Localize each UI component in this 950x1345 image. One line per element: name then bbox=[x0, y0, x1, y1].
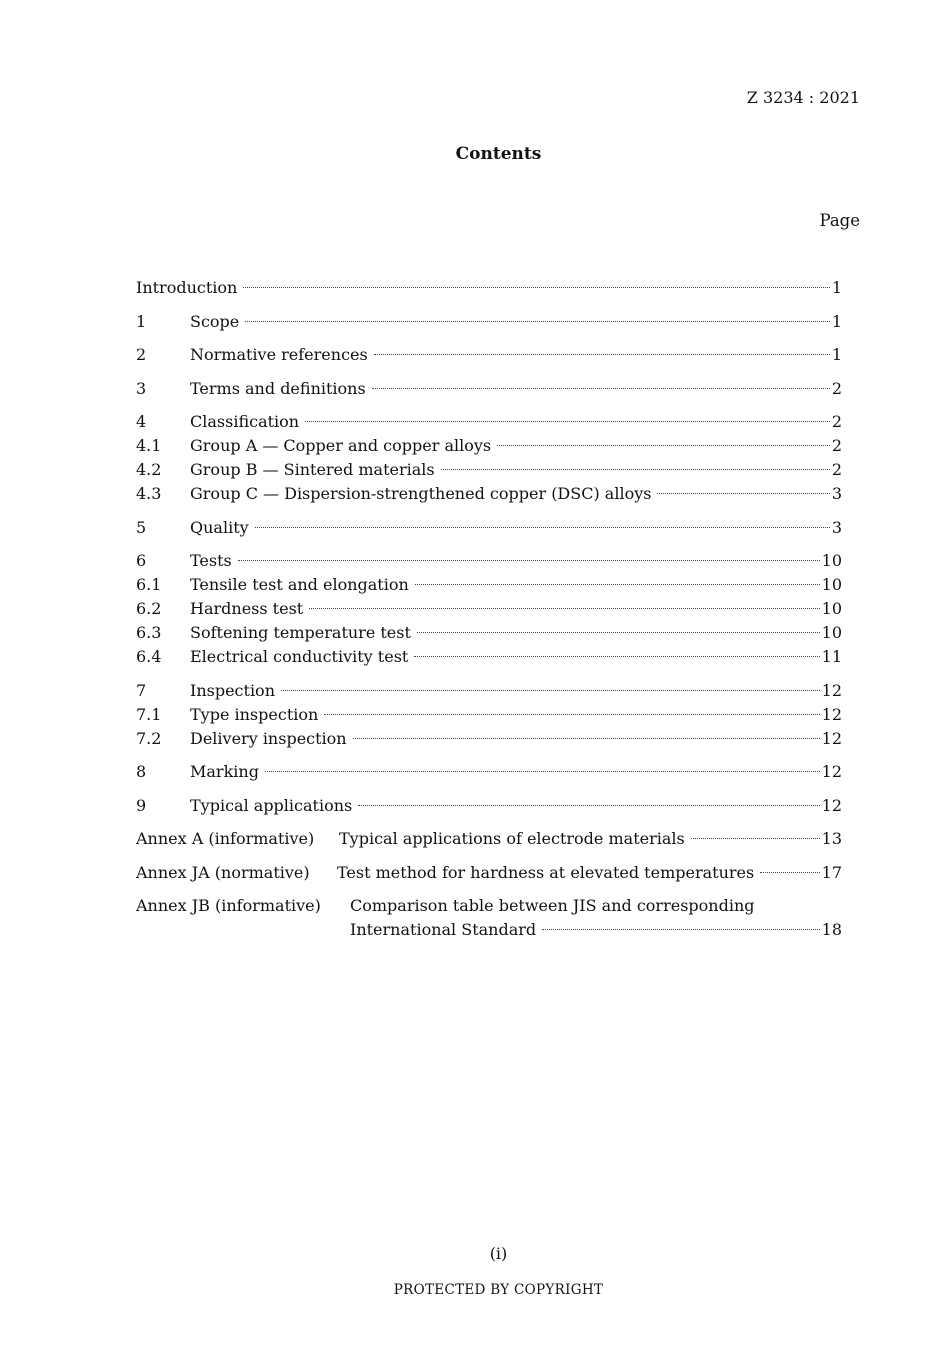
standard-number: Z 3234 : 2021 bbox=[746, 88, 860, 107]
toc-entry[interactable] bbox=[136, 549, 842, 573]
toc-entry-page: 13 bbox=[821, 829, 842, 848]
toc-entry-page: 3 bbox=[831, 517, 842, 537]
page-column-label: Page bbox=[819, 211, 860, 230]
table-of-contents bbox=[136, 276, 842, 942]
dot-leader bbox=[542, 929, 819, 930]
toc-entry-page: 10 bbox=[821, 599, 842, 618]
annex-label: Annex JA (normative) bbox=[136, 862, 310, 882]
dot-leader bbox=[760, 872, 819, 873]
toc-annex-a[interactable] bbox=[136, 827, 842, 851]
toc-entry-number: 2 bbox=[136, 345, 147, 364]
toc-entry[interactable] bbox=[136, 343, 842, 367]
toc-entry-label: Softening temperature test bbox=[190, 623, 411, 642]
dot-leader bbox=[281, 690, 820, 691]
toc-entry-number: 9 bbox=[136, 795, 147, 815]
toc-entry-introduction[interactable] bbox=[136, 276, 842, 300]
toc-entry-number: 6.4 bbox=[136, 647, 162, 666]
toc-entry-label: Quality bbox=[190, 517, 249, 537]
dot-leader bbox=[309, 608, 819, 609]
toc-entry-page: 3 bbox=[831, 484, 842, 503]
toc-entry[interactable] bbox=[136, 645, 842, 669]
toc-entry-number: 4.1 bbox=[136, 436, 162, 455]
toc-entry-page: 2 bbox=[831, 460, 842, 479]
toc-entry-page: 2 bbox=[831, 378, 842, 398]
toc-entry-page: 1 bbox=[831, 311, 842, 331]
dot-leader bbox=[415, 584, 820, 585]
dot-leader bbox=[353, 738, 820, 739]
toc-entry-label: Terms and definitions bbox=[190, 378, 366, 398]
toc-entry-page: 1 bbox=[831, 345, 842, 364]
annex-title-line1: Comparison table between JIS and corresponding bbox=[350, 896, 755, 915]
dot-leader bbox=[414, 656, 819, 657]
toc-annex-jb[interactable] bbox=[136, 894, 842, 942]
annex-title-line2: International Standard bbox=[350, 920, 537, 939]
toc-entry-number: 4.3 bbox=[136, 484, 162, 503]
toc-entry-number: 4 bbox=[136, 412, 147, 431]
toc-entry-page: 2 bbox=[831, 412, 842, 431]
toc-entry-label: Marking bbox=[190, 762, 259, 781]
toc-entry-label: Normative references bbox=[190, 345, 368, 364]
toc-entry-number: 7.1 bbox=[136, 704, 162, 724]
toc-entry-number: 5 bbox=[136, 517, 147, 537]
toc-entry[interactable] bbox=[136, 794, 842, 818]
toc-entry-number: 3 bbox=[136, 378, 147, 398]
toc-entry-page: 12 bbox=[821, 795, 842, 815]
toc-entry-label: Delivery inspection bbox=[190, 728, 347, 748]
toc-entry-page: 18 bbox=[821, 920, 842, 939]
annex-title: Typical applications of electrode materials bbox=[339, 829, 685, 848]
toc-entry[interactable] bbox=[136, 760, 842, 784]
dot-leader bbox=[441, 469, 830, 470]
toc-entry-number: 6.3 bbox=[136, 623, 162, 642]
dot-leader bbox=[238, 560, 820, 561]
annex-title: Test method for hardness at elevated temperatures bbox=[337, 862, 755, 882]
toc-entry-page: 17 bbox=[821, 862, 842, 882]
dot-leader bbox=[372, 388, 830, 389]
toc-entry[interactable] bbox=[136, 679, 842, 703]
toc-entry-label: Group C — Dispersion-strengthened copper (DSC) alloys bbox=[190, 484, 652, 503]
toc-entry-page: 2 bbox=[831, 436, 842, 455]
toc-entry-page: 10 bbox=[821, 623, 842, 642]
toc-entry-page: 10 bbox=[821, 551, 842, 570]
toc-entry-page: 12 bbox=[821, 762, 842, 781]
toc-entry-number: 7 bbox=[136, 680, 147, 700]
toc-entry[interactable] bbox=[136, 310, 842, 334]
toc-entry-number: 1 bbox=[136, 311, 147, 331]
toc-entry-label: Inspection bbox=[190, 680, 275, 700]
annex-label: Annex JB (informative) bbox=[136, 896, 321, 915]
toc-entry[interactable] bbox=[136, 573, 842, 597]
toc-entry-label: Typical applications bbox=[190, 795, 353, 815]
page-title: Contents bbox=[455, 144, 542, 164]
dot-leader bbox=[358, 805, 819, 806]
toc-entry-number: 4.2 bbox=[136, 460, 162, 479]
dot-leader bbox=[497, 445, 830, 446]
dot-leader bbox=[255, 527, 830, 528]
toc-entry-page: 11 bbox=[821, 647, 842, 666]
toc-entry-number: 6 bbox=[136, 551, 147, 570]
dot-leader bbox=[657, 493, 829, 494]
toc-entry-label: Group A — Copper and copper alloys bbox=[190, 436, 492, 455]
dot-leader bbox=[305, 421, 830, 422]
toc-entry-number: 6.2 bbox=[136, 599, 162, 618]
dot-leader bbox=[417, 632, 820, 633]
toc-entry-number: 7.2 bbox=[136, 728, 162, 748]
toc-entry[interactable] bbox=[136, 482, 842, 506]
toc-entry-page: 1 bbox=[831, 278, 842, 297]
toc-entry-label: Scope bbox=[190, 311, 240, 331]
dot-leader bbox=[691, 838, 820, 839]
page-number: (i) bbox=[489, 1244, 508, 1263]
toc-annex-ja[interactable] bbox=[136, 861, 842, 885]
toc-entry-label: Introduction bbox=[136, 278, 238, 297]
toc-entry[interactable] bbox=[136, 703, 842, 727]
toc-entry-label: Classification bbox=[190, 412, 300, 431]
toc-entry-label: Electrical conductivity test bbox=[190, 647, 409, 666]
toc-entry-label: Tests bbox=[190, 551, 232, 570]
toc-entry-label: Tensile test and elongation bbox=[190, 575, 409, 594]
toc-entry[interactable] bbox=[136, 434, 842, 458]
toc-entry-page: 12 bbox=[821, 680, 842, 700]
toc-entry[interactable] bbox=[136, 410, 842, 434]
toc-entry-page: 12 bbox=[821, 704, 842, 724]
toc-entry-label: Hardness test bbox=[190, 599, 304, 618]
dot-leader bbox=[245, 321, 830, 322]
dot-leader bbox=[374, 354, 830, 355]
annex-label: Annex A (informative) bbox=[136, 829, 315, 848]
toc-entry-label: Group B — Sintered materials bbox=[190, 460, 435, 479]
toc-entry[interactable] bbox=[136, 597, 842, 621]
copyright-notice: PROTECTED BY COPYRIGHT bbox=[393, 1282, 604, 1298]
toc-entry-label: Type inspection bbox=[190, 704, 319, 724]
toc-entry-page: 12 bbox=[821, 728, 842, 748]
toc-entry-page: 10 bbox=[821, 575, 842, 594]
toc-entry-number: 8 bbox=[136, 762, 147, 781]
toc-entry[interactable] bbox=[136, 727, 842, 751]
dot-leader bbox=[243, 287, 829, 288]
toc-entry[interactable] bbox=[136, 621, 842, 645]
toc-entry[interactable] bbox=[136, 516, 842, 540]
dot-leader bbox=[265, 771, 820, 772]
toc-entry-number: 6.1 bbox=[136, 575, 162, 594]
dot-leader bbox=[324, 714, 819, 715]
toc-entry[interactable] bbox=[136, 377, 842, 401]
toc-entry[interactable] bbox=[136, 458, 842, 482]
